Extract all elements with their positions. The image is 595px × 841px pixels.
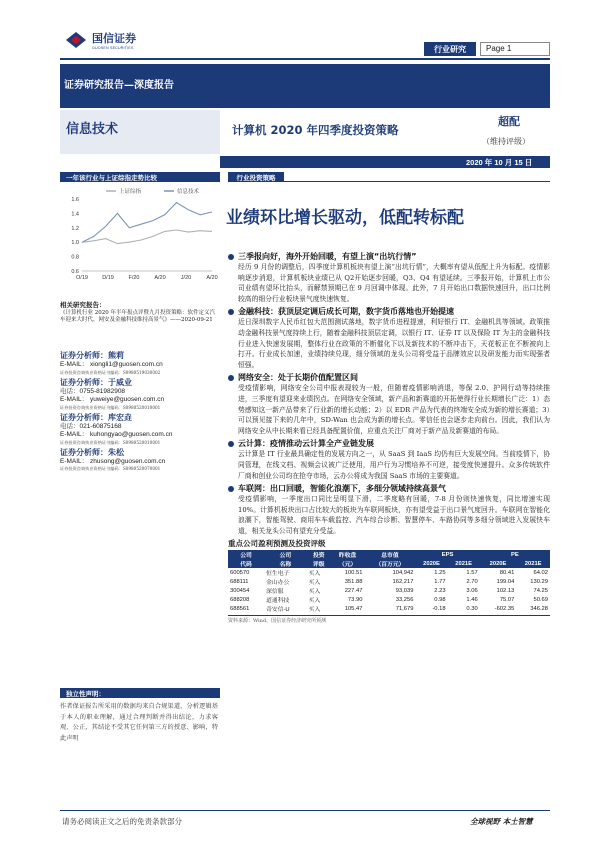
table-cell: 71,679 (395, 605, 414, 612)
table-cell: 600570 (230, 569, 250, 576)
analyst-role: 证券分析师： (60, 350, 108, 360)
analyst-name: 库宏垚 (108, 411, 132, 422)
table-row (228, 568, 550, 577)
analyst-license: 证券投资咨询执业资格证书编码：S0980519030002 (60, 369, 161, 375)
bullet-head: 三季报向好，海外开始回暖，有望上演“出坑行情” (238, 252, 417, 261)
table-cell: 2.70 (466, 578, 478, 585)
table-cell: 买入 (308, 607, 321, 614)
chart-header-label: 一年该行业与上证综指走势比较 (66, 173, 157, 182)
table-cell: 227.47 (344, 587, 363, 594)
legend-label: 信息技术 (177, 189, 200, 195)
table-cell: 深信服 (266, 589, 284, 596)
table-header-cell: 总市值 (381, 553, 399, 560)
table-header-cell: （百万元） (375, 562, 405, 569)
footer-slogan: 全球视野 本土智慧 (470, 817, 533, 826)
table-row (228, 586, 550, 595)
table-cell: 74.25 (533, 587, 548, 594)
table-header-cell: 昨收盘 (338, 553, 357, 560)
rating: 超配 (498, 115, 520, 128)
y-tick-label: 0.6 (71, 269, 79, 275)
table-header-cell: 代码 (240, 562, 252, 569)
table-cell: 75.07 (499, 596, 515, 603)
table-cell: 130.29 (530, 578, 548, 585)
independence-text: 作者保证报告所采用的数据均来自合规渠道，分析逻辑基于本人的职业理解，通过合理判断并得出结论，力求客观、公正，其结论不受其它任何第三方的授意、影响，特此声明 (60, 703, 218, 742)
category-tag (424, 42, 476, 56)
table-header-row (228, 559, 550, 568)
table-header-cell: 评级 (312, 562, 325, 569)
table-title: 重点公司盈利预测及投资评级 (228, 539, 326, 549)
analyst-email[interactable]: E-MAIL： zhusong@guosen.com.cn (60, 457, 166, 465)
rating-note: （维持评级） (482, 137, 530, 146)
related-title: 相关研究报告： (60, 301, 106, 309)
analyst-email[interactable]: E-MAIL： xiongli1@guosen.com.cn (60, 361, 163, 368)
y-tick-label: 0.8 (71, 254, 79, 261)
table-cell: 道通科技 (266, 598, 290, 605)
table-cell: 0.98 (434, 596, 446, 603)
table-cell: 105.47 (344, 605, 363, 612)
table-cell: 1.46 (466, 596, 478, 603)
report-title: 计算机 2020 年四季度投资策略 (232, 123, 399, 137)
related-research (60, 302, 220, 325)
analyst-phone: 电话：021-60875168 (60, 422, 122, 430)
top-rule (60, 58, 550, 60)
bullet-head: 网络安全：处于长期价值配置区间 (238, 373, 358, 383)
analyst-block (60, 377, 220, 411)
x-tick-label: O/19 (76, 275, 88, 281)
table-cell: 恒生电子 (266, 571, 290, 578)
bullet-section (228, 251, 550, 304)
table-cell: 3.06 (466, 587, 478, 594)
bullet-icon (228, 441, 234, 447)
table-cell: 1.77 (434, 578, 446, 585)
logo (64, 28, 164, 52)
table-cell: 199.04 (496, 578, 515, 585)
table-row (228, 595, 550, 604)
table-cell: 688208 (230, 596, 250, 603)
forecast-table (228, 550, 550, 613)
table-cell: 奇安信-U (266, 607, 290, 614)
category-label: 行业研究 (434, 44, 466, 54)
analyst-block (60, 447, 220, 473)
analyst-license: 证券投资咨询执业资格证书编码：S0980520010001 (60, 439, 161, 445)
table-header-cell: 2021E (524, 560, 542, 567)
table-row (228, 577, 550, 586)
bullet-body: 受疫情影响，一季度出口同比呈明显下滑，二季度略有回暖，7-8 月份则快速恢复，同比增速实现 10%。计算机板块出口占比较大的板块为车联网板块，亦有望受益于出口景气度回升。车联网在智能化浪潮下，智能驾驶、商用车车载监控、汽车综合诊断、智慧停车、车路协同等多细分领域进入发展快车道，相关龙头公司有望充分受益。 (238, 495, 550, 535)
y-tick-label: 1.0 (71, 240, 79, 247)
table-cell: 64.02 (533, 569, 548, 576)
y-tick-label: 1.6 (71, 197, 79, 203)
report-type-band (60, 64, 550, 108)
table-cell: 买入 (308, 580, 321, 587)
table-cell: 346.28 (530, 605, 548, 612)
table-cell: 102.13 (496, 587, 515, 594)
table-header-cell: 2020E (489, 560, 507, 567)
logo-en-text: GUOSEN SECURITIES (92, 46, 134, 50)
table-header-cell: PE (510, 551, 519, 558)
bullet-section (228, 438, 550, 481)
table-cell: 162,217 (392, 578, 414, 585)
series-line (82, 230, 212, 244)
bullet-section (228, 372, 550, 436)
table-cell: 688111 (230, 578, 249, 585)
table-cell: 80.41 (499, 569, 515, 576)
table-cell: 2.23 (434, 587, 446, 594)
analyst-name: 朱松 (108, 446, 124, 457)
table-header-cell: 公司 (279, 553, 292, 560)
table-cell: 买入 (308, 589, 321, 596)
legend-label: 上证综指 (119, 189, 142, 195)
table-header-row (228, 550, 550, 559)
analyst-role: 证券分析师： (60, 411, 108, 422)
footer-rule (60, 810, 550, 811)
table-cell: -0.18 (432, 605, 446, 612)
bullet-head: 金融科技：获顶层定调后成长可期，数字货币落地也开始提速 (238, 307, 454, 317)
series-line (82, 203, 212, 243)
x-tick-label: J/20 (180, 275, 192, 281)
table-row (228, 604, 550, 613)
table-cell: 金山办公 (266, 580, 290, 587)
bullet-body: 经历 9 月份的调整后，四季度计算机板块有望上演“出坑行情”，大概率有望从低配上升为标配。疫情影响逐步消退，计算机板块业绩已从 Q2开始逐步回暖，Q3、Q4 有望延续。三季报开始，计算机上市公司业绩有望环比抬头，而解禁预期已在 9 月回调中体现。此外，7 月开始出口数据快速回升，出口比例较高的细分行业板块景气度快速恢复。 (238, 263, 550, 303)
main-body (228, 251, 550, 624)
chart-svg (60, 185, 220, 288)
analyst-role: 证券分析师： (60, 376, 108, 387)
table-cell: 688561 (230, 605, 250, 612)
table-cell: 73.90 (347, 596, 363, 603)
bullet-body: 云计算是 IT 行业最具确定性的发展方向之一，从 SaaS 到 IaaS 均仍有巨大发展空间。当前疫情下，协同管理，在线文档、视频会议被广泛使用，用户行为习惯培养不可逆，接受度快速提升。众多传统软件厂商和创业公司均在抢夺市场，云办公将成为我国 SaaS 市场的主要赛道。 (238, 450, 550, 480)
table-cell: -602.35 (494, 605, 515, 612)
bullet-section (228, 306, 550, 370)
analyst-email[interactable]: E-MAIL： kuhongyao@guosen.com.cn (60, 431, 173, 438)
table-cell: 93,039 (395, 587, 414, 594)
analyst-license: 证券投资咨询执业资格证书编码：S0980520010001 (60, 404, 161, 410)
analyst-name: 熊莉 (108, 350, 124, 360)
section-tag (228, 172, 284, 182)
analyst-name: 于威业 (108, 376, 132, 387)
analyst-block (60, 350, 220, 376)
x-tick-label: F/20 (128, 275, 140, 281)
analyst-phone: 电话：0755-81982908 (60, 387, 126, 395)
bullet-icon (228, 486, 234, 492)
table-cell: 买入 (308, 571, 321, 578)
analyst-role: 证券分析师： (60, 446, 108, 457)
table-cell: 104,942 (392, 569, 414, 576)
logo-icon (64, 31, 88, 49)
table-cell: 1.25 (434, 569, 446, 576)
bullet-head: 云计算：疫情推动云计算全产业链发展 (238, 439, 374, 449)
x-tick-label: A/20 (154, 275, 166, 281)
section-rule (284, 181, 550, 182)
table-source: 资料来源：Wind、国信证券经济研究所预测 (228, 615, 550, 624)
bullet-body: 受疫情影响，网络安全公司中报表现较为一般，但随着疫情影响消退，等保 2.0、护网行动等持续推进，三季度有望迎来业绩拐点。在网络安全领域，新产品和新赛道的开拓使得行业长期增长广泛：1）态势感知这一新产品带来了行业新的增长动能；2）以 EDR 产品为代表的终端安全成为新的增长赛道；3）可以预见接下来的几年中，SD-Wan 也会成为新的增长点。零信任也会逐步走向前台。因此，我们认为网络安全从中长期来看已经具备配置价值，应重点关注厂商对于新产品及新赛道的布局。 (238, 384, 550, 435)
sector-name: 信息技术 (66, 122, 119, 137)
table-cell: 351.88 (344, 578, 363, 585)
table-cell: 300454 (230, 587, 250, 594)
page-number: Page 1 (480, 42, 550, 56)
table-header-cell: 名称 (279, 562, 292, 569)
table-cell: 50.69 (533, 596, 548, 603)
x-tick-label: D/19 (102, 275, 114, 281)
logo-cn-text: 国信证券 (92, 32, 136, 45)
main-headline: 业绩环比增长驱动，低配转标配 (226, 208, 464, 228)
bullet-icon (228, 375, 234, 381)
independence-title: 独立性声明： (66, 689, 105, 698)
bullet-section (228, 483, 550, 536)
analyst-block (60, 412, 220, 446)
table-cell: 33,256 (395, 596, 414, 603)
table-header-cell: EPS (441, 551, 454, 558)
bullet-icon (228, 309, 234, 315)
section-tag-label: 行业投资策略 (236, 173, 276, 182)
report-type-title: 证券研究报告—深度报告 (64, 80, 174, 91)
y-tick-label: 1.4 (71, 211, 79, 218)
report-date: 2020 年 10 月 15 日 (466, 158, 533, 167)
table-header-cell: 2020E (423, 560, 440, 567)
bullet-icon (228, 254, 234, 260)
x-tick-label: A/20 (206, 275, 218, 281)
sector-box (60, 110, 220, 154)
related-link[interactable]: 《计算机行业 2020 年半年报点评暨九月投资策略：软件定义汽车迎来大时代，网安及金融科技维持高景气》——2020-09-21 (60, 309, 215, 323)
bullet-body: 近日深圳数字人民币红包大范围测试落地，数字货币进程提速，利好银行 IT、金融机具等领域。政策推动金融科技景气度持续上行，随着金融科技顶层定调，以银行 IT、证券 IT 以及保险 IT 为主的金融科技行业进入快速发展期，整体行业在政策的不断催化下以及新技术的不断冲击下，天花板正在不断被向上打开。行业成长加速，业绩持续兑现，细分领域的龙头公司将受益于品牌效应以及研发能力而实现强者恒强。 (238, 318, 550, 369)
analyst-license: 证券投资咨询执业资格证书编码：S0980520070001 (60, 466, 161, 471)
table-cell: 100.51 (344, 569, 363, 576)
table-header-cell: 公司 (240, 553, 252, 560)
independence-header (60, 688, 220, 698)
table-cell: 1.57 (466, 569, 478, 576)
bullet-head: 车联网：出口回暖，智能化浪潮下，多细分领域持续高景气 (238, 484, 446, 494)
line-chart (60, 185, 220, 288)
table-cell: 买入 (308, 598, 321, 605)
table-header-cell: （元） (338, 562, 357, 569)
analyst-email[interactable]: E-MAIL： yuweiye@guosen.com.cn (60, 396, 165, 403)
table-cell: 0.30 (466, 605, 478, 612)
footer-disclaimer: 请务必阅读正文之后的免责条款部分 (62, 817, 182, 826)
y-tick-label: 1.2 (71, 225, 79, 232)
analysts (60, 350, 220, 472)
table-header-cell: 2021E (455, 560, 473, 567)
table-header-cell: 投资 (312, 553, 325, 560)
chart-header (60, 172, 220, 182)
